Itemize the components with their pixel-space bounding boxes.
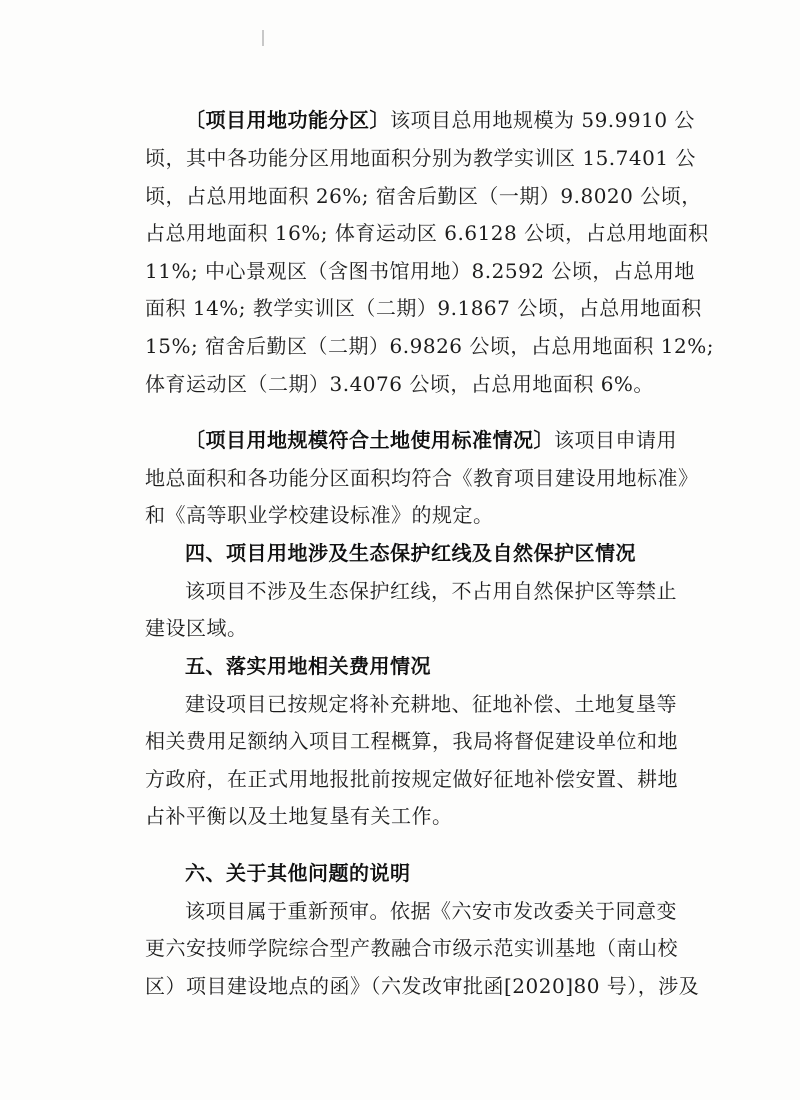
paragraph-line: 面积 14%; 教学实训区（二期）9.1867 公顷，占总用地面积 xyxy=(145,296,702,320)
paragraph-line: 占补平衡以及土地复垦有关工作。 xyxy=(145,804,453,828)
paragraph-line: 15%; 宿舍后勤区（二期）6.9826 公顷，占总用地面积 12%; xyxy=(145,334,714,358)
paragraph-line: 顷，其中各功能分区用地面积分别为教学实训区 15.7401 公 xyxy=(145,146,696,170)
section-heading: 六、关于其他问题的说明 xyxy=(185,861,411,885)
section-label: 〔项目用地功能分区〕 xyxy=(185,108,390,132)
paragraph-line: 11%; 中心景观区（含图书馆用地）8.2592 公顷，占总用地 xyxy=(145,259,695,283)
paragraph-line: 该项目不涉及生态保护红线，不占用自然保护区等禁止 xyxy=(185,579,677,603)
scan-artifact xyxy=(262,30,264,46)
paragraph-line: 区）项目建设地点的函》（六发改审批函[2020]80 号），涉及 xyxy=(145,974,700,998)
paragraph-line: 建设区域。 xyxy=(145,616,248,640)
section-heading: 四、项目用地涉及生态保护红线及自然保护区情况 xyxy=(185,541,636,565)
paragraph-line: 和《高等职业学校建设标准》的规定。 xyxy=(145,503,494,527)
section-heading: 五、落实用地相关费用情况 xyxy=(185,654,431,678)
paragraph-line: 占总用地面积 16%; 体育运动区 6.6128 公顷，占总用地面积 xyxy=(145,221,709,245)
line-text: 该项目总用地规模为 59.9910 公 xyxy=(390,108,695,132)
paragraph-line: 方政府，在正式用地报批前按规定做好征地补偿安置、耕地 xyxy=(145,767,678,791)
paragraph-line xyxy=(185,102,695,138)
paragraph-line: 体育运动区（二期）3.4076 公顷，占总用地面积 6%。 xyxy=(145,372,654,396)
paragraph-line: 相关费用足额纳入项目工程概算，我局将督促建设单位和地 xyxy=(145,729,678,753)
paragraph-line xyxy=(185,422,690,458)
paragraph-line: 顷，占总用地面积 26%; 宿舍后勤区（一期）9.8020 公顷， xyxy=(145,184,702,208)
paragraph-line: 地总面积和各功能分区面积均符合《教育项目建设用地标准》 xyxy=(145,466,699,490)
paragraph-line: 建设项目已按规定将补充耕地、征地补偿、土地复垦等 xyxy=(185,692,677,716)
paragraph-line: 更六安技师学院综合型产教融合市级示范实训基地（南山校 xyxy=(145,936,678,960)
section-label: 〔项目用地规模符合土地使用标准情况〕 xyxy=(185,428,554,452)
line-text: 该项目申请用 xyxy=(554,428,677,452)
paragraph-line: 该项目属于重新预审。依据《六安市发改委关于同意变 xyxy=(185,899,677,923)
